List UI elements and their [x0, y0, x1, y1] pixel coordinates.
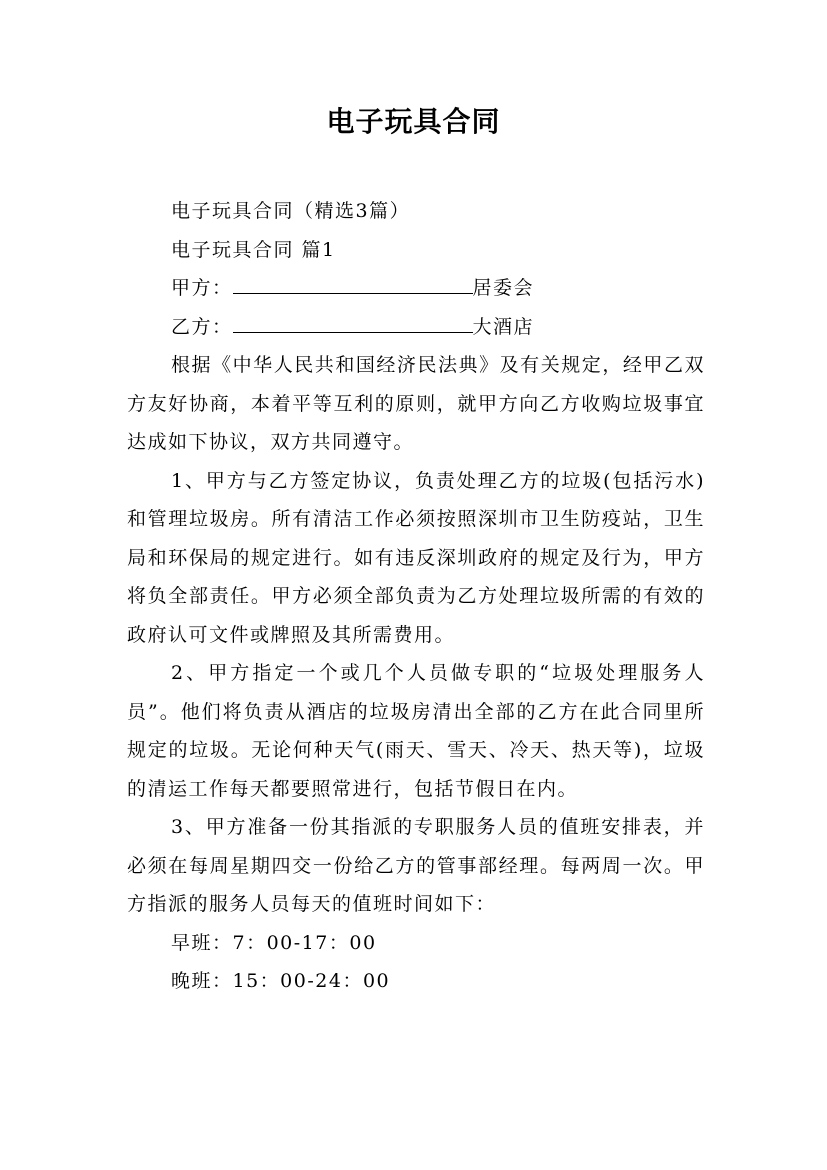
party-b-blank — [233, 312, 473, 333]
paragraph-clause-1: 1、甲方与乙方签定协议，负责处理乙方的垃圾(包括污水)和管理垃圾房。所有清洁工作必须按照深圳市卫生防疫站，卫生局和环保局的规定进行。如有违反深圳政府的规定及行为，甲方将负全部责任。甲方必须全部负责为乙方处理垃圾所需的有效的政府认可文件或牌照及其所需费用。 — [127, 469, 705, 646]
party-b-label: 乙方： — [171, 315, 233, 338]
document-body — [127, 192, 705, 1001]
party-b-line — [127, 308, 705, 347]
paragraph-clause-2: 2、甲方指定一个或几个人员做专职的“垃圾处理服务人员”。他们将负责从酒店的垃圾房清出全部的乙方在此合同里所规定的垃圾。无论何种天气(雨天、雪天、冷天、热天等)，垃圾的清运工作每天都要照常进行，包括节假日在内。 — [127, 662, 705, 800]
party-a-label: 甲方： — [171, 277, 233, 299]
shift-evening: 晚班：15：00-24：00 — [171, 970, 391, 992]
party-b-suffix: 大酒店 — [472, 315, 535, 338]
paragraph-preamble: 根据《中华人民共和国经济民法典》及有关规定，经甲乙双方友好协商，本着平等互利的原则，就甲方向乙方收购垃圾事宜达成如下协议，双方共同遵守。 — [127, 354, 705, 453]
document-subtitle: 电子玩具合同（精选3篇） — [171, 200, 411, 222]
section-heading: 电子玩具合同 篇1 — [171, 238, 336, 261]
document-title: 电子玩具合同 — [326, 105, 501, 138]
party-a-line — [127, 269, 705, 308]
paragraph-clause-3: 3、甲方准备一份其指派的专职服务人员的值班安排表，并必须在每周星期四交一份给乙方的管事部经理。每两周一次。甲方指派的服务人员每天的值班时间如下： — [127, 816, 705, 915]
party-a-suffix: 居委会 — [472, 277, 535, 299]
party-a-blank — [233, 273, 473, 294]
shift-morning: 早班：7：00-17：00 — [171, 931, 377, 954]
